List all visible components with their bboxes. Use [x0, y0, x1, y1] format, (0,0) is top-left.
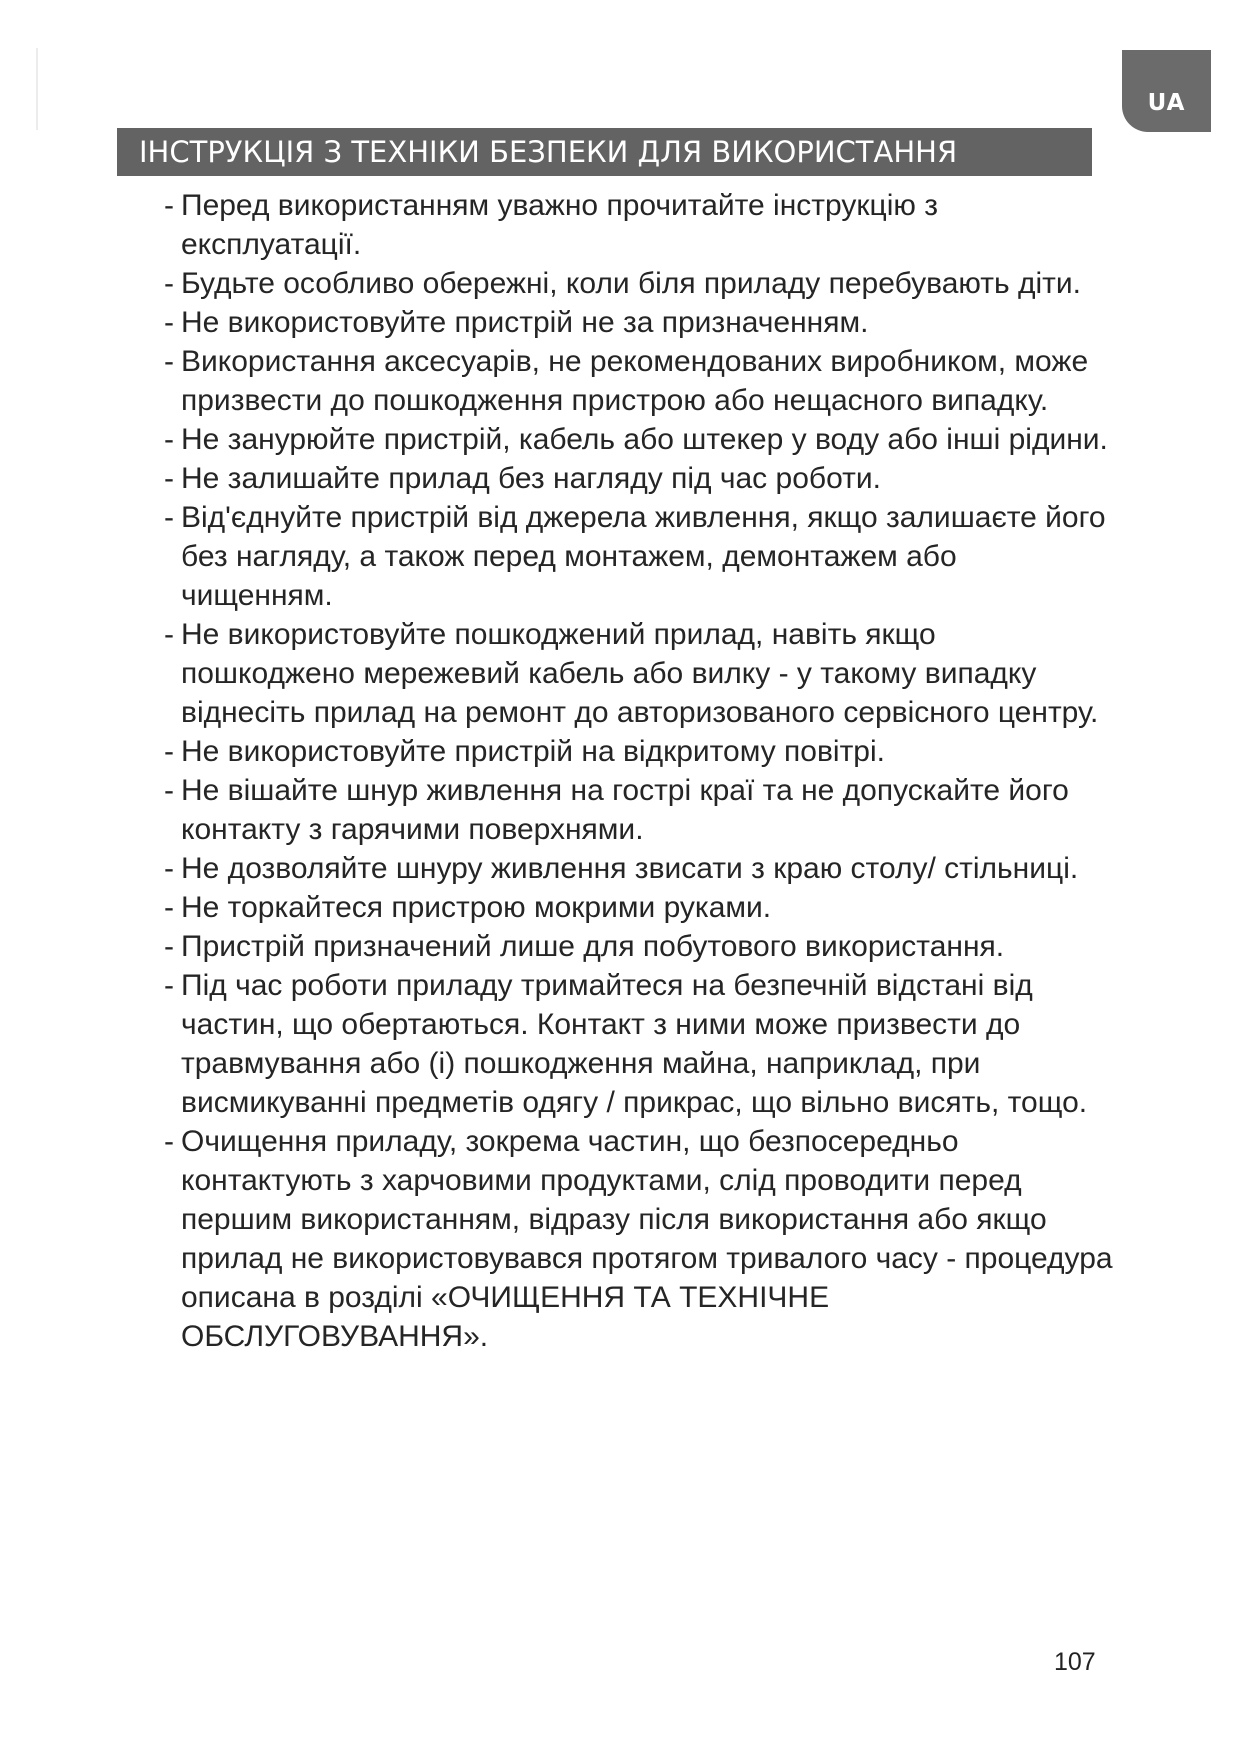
list-item-text: Не використовуйте пристрій не за призначенням. [181, 306, 869, 339]
bullet-dash: - [164, 969, 174, 1002]
section-title: ІНСТРУКЦІЯ З ТЕХНІКИ БЕЗПЕКИ ДЛЯ ВИКОРИСТАННЯ [117, 128, 1092, 176]
bullet-dash: - [164, 891, 174, 924]
bullet-dash: - [164, 501, 174, 534]
list-item-text: Не занурюйте пристрій, кабель або штекер у воду або інші рідини. [181, 423, 1108, 456]
list-item [164, 771, 1114, 849]
list-item [164, 927, 1114, 966]
bullet-dash: - [164, 189, 174, 222]
bullet-dash: - [164, 1125, 174, 1158]
list-item-text: Очищення приладу, зокрема частин, що безпосередньо контактують з харчовими продуктами, слід проводити перед першим використанням, відразу після використання або якщо прилад не використовувався протягом тривалого часу - процедура описана в розділі «ОЧИЩЕННЯ ТА ТЕХНІЧНЕ ОБСЛУГОВУВАННЯ». [181, 1125, 1113, 1353]
bullet-dash: - [164, 930, 174, 963]
bullet-dash: - [164, 735, 174, 768]
list-item-text: Перед використанням уважно прочитайте інструкцію з експлуатації. [181, 189, 938, 261]
list-item [164, 303, 1114, 342]
list-item [164, 186, 1114, 264]
list-item [164, 1122, 1114, 1356]
list-item-text: Не вішайте шнур живлення на гострі краї та не допускайте його контакту з гарячими поверхнями. [181, 774, 1069, 846]
list-item [164, 966, 1114, 1122]
list-item [164, 888, 1114, 927]
list-item [164, 498, 1114, 615]
language-tab: UA [1122, 50, 1211, 132]
list-item-text: Не дозволяйте шнуру живлення звисати з краю столу/ стільниці. [181, 852, 1079, 885]
bullet-dash: - [164, 306, 174, 339]
list-item-text: Будьте особливо обережні, коли біля приладу перебувають діти. [181, 267, 1081, 300]
list-item [164, 615, 1114, 732]
margin-line [36, 48, 38, 130]
list-item [164, 342, 1114, 420]
safety-instructions-list [164, 186, 1114, 1356]
list-item [164, 264, 1114, 303]
list-item-text: Не використовуйте пристрій на відкритому повітрі. [181, 735, 885, 768]
bullet-dash: - [164, 423, 174, 456]
list-item [164, 732, 1114, 771]
list-item-text: Не використовуйте пошкоджений прилад, навіть якщо пошкоджено мережевий кабель або вилку - у такому випадку віднесіть прилад на ремонт до авторизованого сервісного центру. [181, 618, 1099, 729]
list-item-text: Не торкайтеся пристрою мокрими руками. [181, 891, 772, 924]
bullet-dash: - [164, 345, 174, 378]
list-item-text: Під час роботи приладу тримайтеся на безпечній відстані від частин, що обертаються. Контакт з ними може призвести до травмування або (і) пошкодження майна, наприклад, при висмикуванні предметів одягу / прикрас, що вільно висять, тощо. [181, 969, 1088, 1119]
bullet-dash: - [164, 618, 174, 651]
bullet-dash: - [164, 774, 174, 807]
bullet-dash: - [164, 462, 174, 495]
bullet-dash: - [164, 267, 174, 300]
list-item-text: Використання аксесуарів, не рекомендованих виробником, може призвести до пошкодження пристрою або нещасного випадку. [181, 345, 1089, 417]
list-item-text: Пристрій призначений лише для побутового використання. [181, 930, 1005, 963]
list-item [164, 420, 1114, 459]
list-item-text: Не залишайте прилад без нагляду під час роботи. [181, 462, 881, 495]
list-item [164, 459, 1114, 498]
bullet-dash: - [164, 852, 174, 885]
page-number: 107 [1054, 1648, 1096, 1676]
list-item [164, 849, 1114, 888]
list-item-text: Від'єднуйте пристрій від джерела живлення, якщо залишаєте його без нагляду, а також перед монтажем, демонтажем або чищенням. [181, 501, 1106, 612]
